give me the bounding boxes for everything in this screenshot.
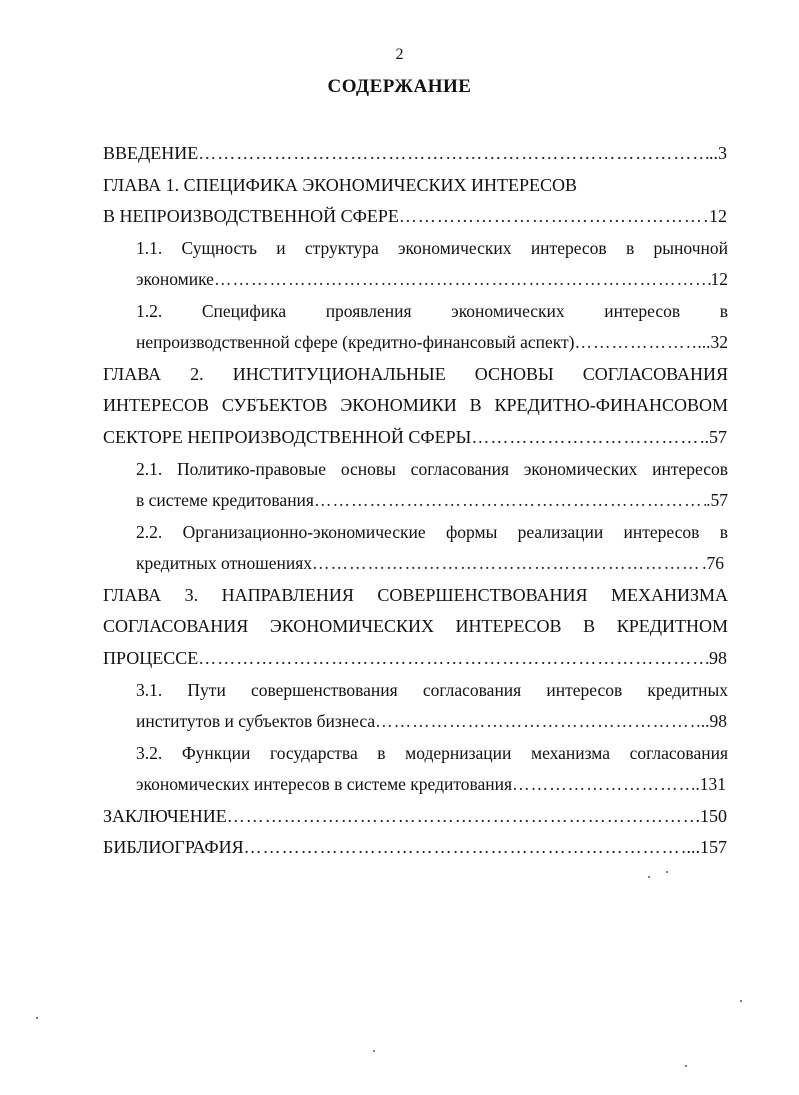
leader-dots [198, 142, 709, 164]
leader-dots [198, 647, 709, 669]
toc-chapter-3-line1[interactable]: ГЛАВА 3. НАПРАВЛЕНИЯ СОВЕРШЕНСТВОВАНИЯ МЕХАНИЗМА [103, 585, 728, 605]
toc-label: ЗАКЛЮЧЕНИЕ [103, 806, 227, 826]
leader-dots [375, 710, 701, 732]
toc-section-3-2-line1[interactable]: 3.2. Функции государства в модернизации механизма согласования [136, 743, 728, 763]
page-number: 2 [395, 46, 404, 63]
leader-dots [471, 426, 700, 448]
toc-label: институтов и субъектов бизнеса [136, 711, 376, 731]
leader-dots [574, 331, 697, 353]
scan-speck [373, 1050, 375, 1052]
scan-speck [666, 871, 668, 873]
toc-page: .57 [706, 490, 728, 510]
toc-label: экономике [136, 269, 214, 289]
toc-chapter-2-line1[interactable]: ГЛАВА 2. ИНСТИТУЦИОНАЛЬНЫЕ ОСНОВЫ СОГЛАСОВАНИЯ [103, 364, 728, 384]
toc-entry-conclusion[interactable] [103, 805, 727, 827]
leader-dots [227, 805, 696, 827]
toc-section-2-1-line1[interactable]: 2.1. Политико-правовые основы согласования экономических интересов [136, 459, 728, 479]
toc-chapter-2-line2[interactable]: ИНТЕРЕСОВ СУБЪЕКТОВ ЭКОНОМИКИ В КРЕДИТНО-ФИНАНСОВОМ [103, 395, 728, 415]
scan-speck [685, 1065, 687, 1067]
toc-label: БИБЛИОГРАФИЯ [103, 837, 244, 857]
scan-speck [648, 876, 650, 878]
toc-page: .150 [695, 806, 727, 826]
toc-section-2-2-line1[interactable]: 2.2. Организационно-экономические формы реализации интересов в [136, 522, 728, 542]
scan-speck [740, 1000, 742, 1002]
toc-section-2-2[interactable] [136, 552, 724, 574]
toc-page: ...157 [686, 837, 727, 857]
toc-label: в системе кредитования [136, 490, 314, 510]
toc-entry-bibliography[interactable] [103, 836, 727, 858]
leader-dots [314, 489, 706, 511]
toc-page: ..98 [700, 711, 727, 731]
toc-section-3-1-line1[interactable]: 3.1. Пути совершенствования согласования интересов кредитных [136, 680, 728, 700]
toc-page: ..57 [700, 427, 727, 447]
leader-dots [214, 268, 711, 290]
toc-section-1-1-line1[interactable]: 1.1. Сущность и структура экономических интересов в рыночной [136, 238, 728, 258]
toc-label: ПРОЦЕССЕ [103, 648, 199, 668]
toc-page: 12 [710, 269, 728, 289]
toc-page: ...32 [697, 332, 728, 352]
leader-dots [244, 836, 687, 858]
toc-label: непроизводственной сфере (кредитно-финансовый аспект) [136, 332, 575, 352]
toc-section-2-1[interactable] [136, 489, 728, 511]
toc-label: экономических интересов в системе кредитования [136, 774, 513, 794]
toc-entry-intro[interactable] [103, 142, 727, 164]
toc-page: ..3 [709, 143, 727, 163]
toc-chapter-3[interactable] [103, 647, 727, 669]
toc-label: В НЕПРОИЗВОДСТВЕННОЙ СФЕРЕ [103, 206, 399, 226]
toc-page: 12 [709, 206, 727, 226]
toc-section-1-2[interactable] [136, 331, 728, 353]
toc-section-3-1[interactable] [136, 710, 727, 732]
toc-page: .131 [695, 774, 726, 794]
toc-chapter-1[interactable] [103, 205, 727, 227]
toc-page: .76 [702, 553, 724, 573]
toc-section-1-1[interactable] [136, 268, 728, 290]
toc-chapter-3-line2[interactable]: СОГЛАСОВАНИЯ ЭКОНОМИЧЕСКИХ ИНТЕРЕСОВ В КРЕДИТНОМ [103, 616, 728, 636]
toc-section-3-2[interactable] [136, 773, 726, 795]
leader-dots [399, 205, 709, 227]
scan-speck [36, 1017, 38, 1019]
leader-dots [312, 552, 702, 574]
toc-section-1-2-line1[interactable]: 1.2. Специфика проявления экономических интересов в [136, 301, 728, 321]
toc-label: ВВЕДЕНИЕ [103, 143, 199, 163]
toc-chapter-2[interactable] [103, 426, 727, 448]
toc-label: СЕКТОРЕ НЕПРОИЗВОДСТВЕННОЙ СФЕРЫ [103, 427, 472, 447]
page-title: СОДЕРЖАНИЕ [327, 76, 472, 97]
toc-chapter-1-line1[interactable]: ГЛАВА 1. СПЕЦИФИКА ЭКОНОМИЧЕСКИХ ИНТЕРЕСОВ [103, 175, 578, 195]
toc-page: 98 [709, 648, 727, 668]
toc-label: кредитных отношениях [136, 553, 313, 573]
leader-dots [512, 773, 695, 795]
